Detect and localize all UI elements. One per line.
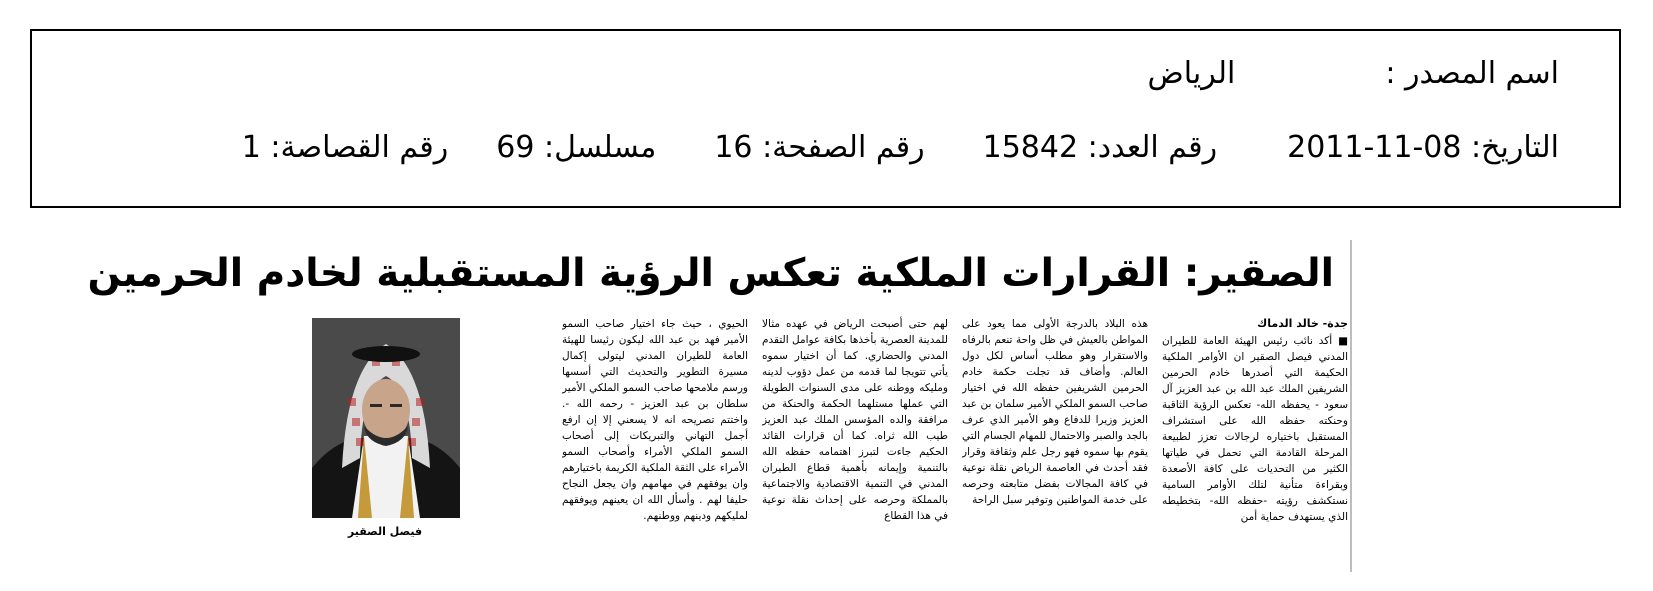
serial-value: 69 [496,130,535,165]
photo-caption: فيصل الصقير [347,525,423,538]
page-value: 16 [714,130,753,165]
portrait-image [312,318,460,518]
source-label: اسم المصدر : [1385,56,1559,91]
source-info-box [30,29,1621,208]
date-value: 2011-11-08 [1287,130,1462,165]
column-divider [1350,240,1352,572]
issue-label: رقم العدد: [1087,130,1218,165]
source-value: الرياض [1147,56,1236,91]
article-column-text: ■ أكد نائب رئيس الهيئة العامة للطيران المدني فيصل الصقير ان الأوامر الملكية الحكيمة التي أصدرها خادم الحرمين الشريفين الملك عبد الله بن عبد العزيز آل سعود - يحفظه الله- تعكس الرؤية الثاقبة وحنكته حفظه الله على استشراف المستقبل باختياره لرجالات تعزز لطبيعة المرحلة القادمة التي تحمل في طياتها الكثير من التحديات على كافة الأصعدة وبقراءة متأنية لتلك الأوامر السامية نستكشف رؤيته -حفظه الله- بتخطيطه الذي يستهدف حماية أمن [1162,335,1348,523]
issue-value: 15842 [982,130,1079,165]
article-column-3: لهم حتى أصبحت الرياض في عهده مثالا للمدينة العصرية بأخذها بكافة عوامل التقدم المدني والحضاري. كما أن اختيار سموه يأتي تتويجا لما قدمه من عمل دؤوب لدينه ومليكه ووطنه على مدى السنوات الطويلة التي عملها مستلهما الحكمة والحنكة من مرافقة والده المؤسس الملك عبد العزيز طيب الله ثراه. كما أن قرارات القائد الحكيم جاءت لتبرز اهتمامه حفظه الله بالتنمية وإيمانه بأهمية قطاع الطيران المدني في التنمية الاقتصادية والاجتماعية بالمملكة وحرصه على إحداث نقلة نوعية في هذا القطاع [762,318,948,522]
article-headline: الصقير: القرارات الملكية تعكس الرؤية المستقبلية لخادم الحرمين [87,251,1334,296]
article-body [312,316,1348,566]
serial-label: مسلسل: [543,130,657,165]
source-row [1148,56,1559,92]
newspaper-clipping [87,240,1362,572]
article-byline: جدة- خالد الدماك [1257,317,1348,330]
article-column-2: هذه البلاد بالدرجة الأولى مما يعود على المواطن بالعيش في ظل واحة تنعم بالرفاه والاستقرار وهو مطلب أساس لكل دول العالم. وأضاف قد تجلت حكمة خادم الحرمين الشريفين حفظه الله في اختيار صاحب السمو الملكي الأمير سلمان بن عبد العزيز وزيرا للدفاع وهو الأمير الذي عرف بالجد والصبر والاحتمال للمهام الجسام التي يقوم بها سموه فهو رجل علم وثقافة وقرار فقد أحدث في العاصمة الرياض نقلة نوعية في كافة المجالات بفضل متابعته وحرصه على خدمة المواطنين وتوفير سبل الراحة [962,318,1148,506]
details-row [242,130,1559,166]
portrait-figure [308,316,462,571]
date-label: التاريخ: [1471,130,1559,165]
article-column-1 [1162,316,1348,566]
clip-label: رقم القصاصة: [270,130,449,165]
clip-value: 1 [241,130,261,165]
portrait-photo [312,318,460,518]
article-column-4: الحيوي ، حيث جاء اختيار صاحب السمو الأمير فهد بن عبد الله ليكون رئيسا للهيئة العامة للطيران المدني ليتولى إكمال مسيرة التطوير والتحديث التي أسسها ورسم ملامحها صاحب السمو الملكي الأمير سلطان بن عبد العزيز - رحمه الله -. واختتم تصريحه انه لا يسعني إلا إن ارفع أجمل التهاني والتبريكات إلى أصحاب السمو الملكي الأمراء وأصحاب السمو الأمراء على الثقة الملكية الكريمة باختيارهم وان يوفقهم في مهامهم وان يجعل النجاح حليفا لهم . وأسأل الله ان يعينهم ويوفقهم لمليكهم ودينهم ووطنهم. [562,318,748,522]
page-label: رقم الصفحة: [762,130,925,165]
